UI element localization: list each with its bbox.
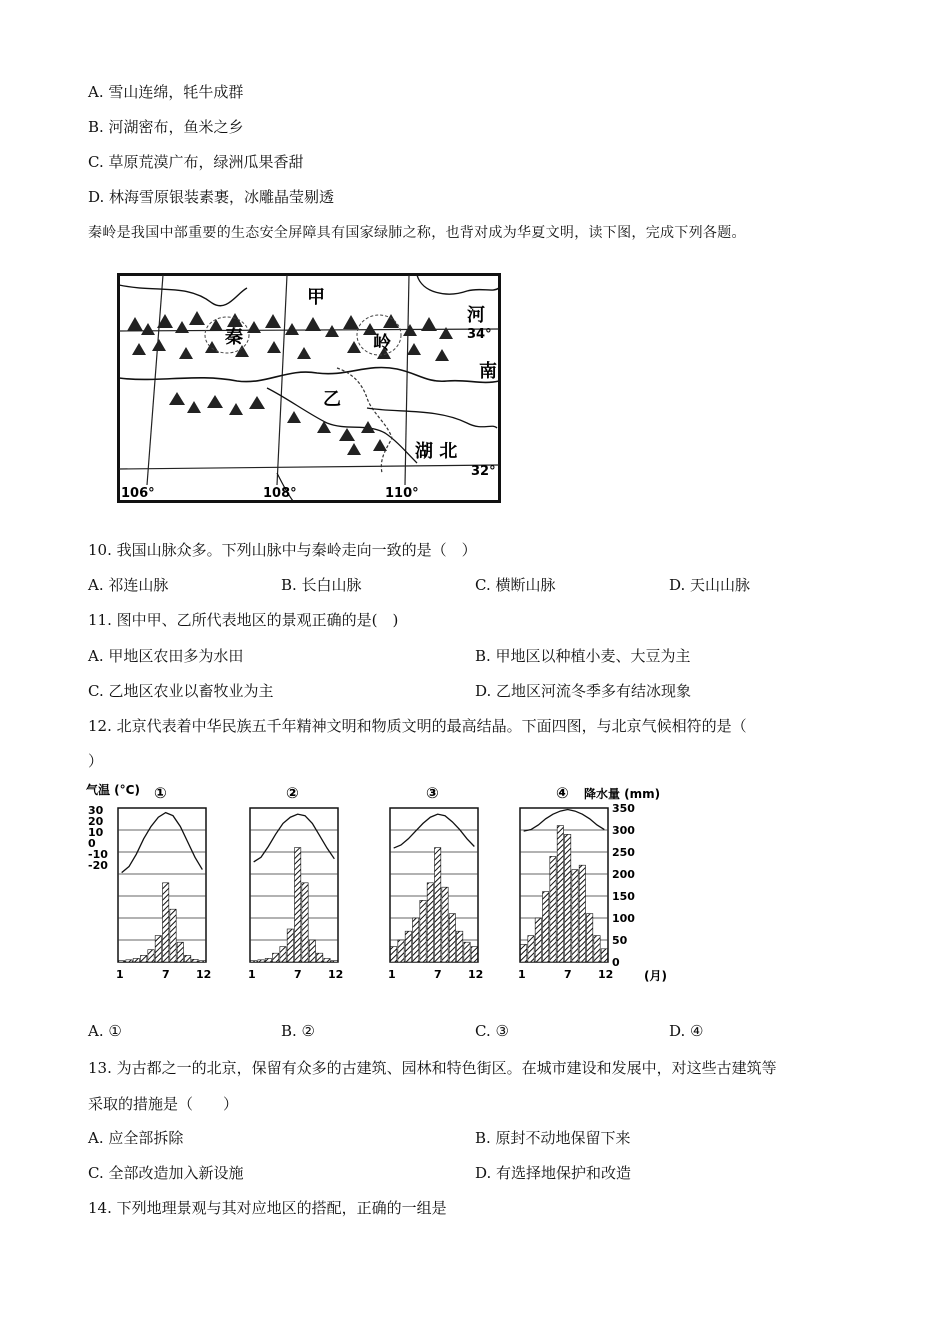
q11-option-c: C. 乙地区农业以畜牧业为主 <box>88 682 274 700</box>
temp-tick-label: 0 <box>88 837 96 850</box>
x-tick-label: 1 <box>116 968 124 981</box>
precip-bar <box>141 955 147 962</box>
precip-bar <box>442 887 448 962</box>
x-tick-label: 7 <box>434 968 442 981</box>
chart-frame-2 <box>250 808 338 962</box>
label-qin: 秦 <box>225 327 243 348</box>
x-tick-label: 1 <box>248 968 256 981</box>
precip-bar <box>317 953 323 962</box>
x-tick-label: 7 <box>162 968 170 981</box>
panel-title: ① <box>154 784 167 802</box>
prev-option-a: A. 雪山连绵，牦牛成群 <box>88 83 244 101</box>
panel-title: ② <box>286 784 299 802</box>
precip-bar <box>192 959 198 962</box>
x-tick-label: 12 <box>196 968 212 981</box>
q14-stem: 14. 下列地理景观与其对应地区的搭配，正确的一组是 <box>88 1199 447 1217</box>
q11-option-d: D. 乙地区河流冬季多有结冰现象 <box>475 682 692 700</box>
precip-bar <box>405 931 411 962</box>
temperature-line <box>394 814 475 848</box>
x-tick-label: 7 <box>564 968 572 981</box>
precip-bar <box>521 944 527 962</box>
precip-tick-label: 300 <box>612 824 635 837</box>
q13-option-d: D. 有选择地保护和改造 <box>475 1164 632 1182</box>
precip-tick-label: 150 <box>612 890 635 903</box>
label-nan: 南 <box>479 361 497 382</box>
intro-paragraph: 秦岭是我国中部重要的生态安全屏障具有国家绿肺之称，也背对成为华夏文明，读下图，完成下列各题。 <box>88 225 746 241</box>
precip-bar <box>199 961 205 962</box>
precip-tick-label: 200 <box>612 868 635 881</box>
precip-tick-label: 50 <box>612 934 628 947</box>
precip-tick-label: 100 <box>612 912 635 925</box>
precip-bar <box>309 940 315 962</box>
label-he: 河 <box>467 305 485 326</box>
x-tick-label: 12 <box>598 968 614 981</box>
precip-bar <box>185 955 191 962</box>
precip-bar <box>391 947 397 962</box>
precip-tick-label: 0 <box>612 956 620 969</box>
temp-tick-label: 30 <box>88 804 104 817</box>
precip-bar <box>565 834 571 962</box>
chart-frame-1 <box>118 808 206 962</box>
right-axis-label: 降水量 (mm) <box>584 787 661 801</box>
precip-bar <box>280 947 286 962</box>
label-lon-106: 106° <box>121 486 155 501</box>
temperature-line <box>122 813 203 873</box>
x-tick-label: 1 <box>388 968 396 981</box>
precip-bar <box>528 936 534 962</box>
precip-bar <box>126 960 132 962</box>
label-jia: 甲 <box>307 287 325 308</box>
q10-stem: 10. 我国山脉众多。下列山脉中与秦岭走向一致的是（ ） <box>88 541 477 559</box>
label-lon-108: 108° <box>263 486 297 501</box>
precip-bar <box>543 892 549 962</box>
precip-bar <box>427 883 433 962</box>
q12-stem-line1: 12. 北京代表着中华民族五千年精神文明和物质文明的最高结晶。下面四图，与北京气候相符的是（ <box>88 717 747 735</box>
label-lat-32: 32° <box>471 464 496 479</box>
left-axis-label: 气温 (°C) <box>86 783 140 797</box>
label-yi: 乙 <box>323 389 341 410</box>
precip-bar <box>398 940 404 962</box>
prev-option-d: D. 林海雪原银装素裹，冰雕晶莹剔透 <box>88 188 335 206</box>
panel-title: ④ <box>556 784 569 802</box>
precip-bar <box>265 958 271 962</box>
q12-option-d: D. ④ <box>669 1022 704 1040</box>
precip-bar <box>295 848 301 962</box>
temperature-line <box>254 814 335 862</box>
q11-option-a: A. 甲地区农田多为水田 <box>88 647 244 665</box>
precip-bar <box>155 936 161 962</box>
precip-bar <box>287 929 293 962</box>
precip-bar <box>449 914 455 962</box>
chart-frame-3 <box>390 808 478 962</box>
q10-option-c: C. 横断山脉 <box>475 576 556 594</box>
panel-title: ③ <box>426 784 439 802</box>
q10-option-d: D. 天山山脉 <box>669 576 751 594</box>
q11-option-b: B. 甲地区以种植小麦、大豆为主 <box>475 647 691 665</box>
precip-bar <box>457 931 463 962</box>
x-tick-label: 12 <box>328 968 344 981</box>
q11-stem: 11. 图中甲、乙所代表地区的景观正确的是( ) <box>88 611 399 629</box>
precip-bar <box>471 947 477 962</box>
climate-charts <box>84 780 704 990</box>
precip-bar <box>177 942 183 962</box>
precip-bar <box>579 865 585 962</box>
precip-bar <box>413 918 419 962</box>
precip-bar <box>133 958 139 962</box>
q13-stem-line2: 采取的措施是（ ） <box>88 1095 239 1113</box>
q13-stem-line1: 13. 为古都之一的北京，保留有众多的古建筑、园林和特色街区。在城市建设和发展中，对这些古建筑等 <box>88 1059 777 1077</box>
precip-bar <box>435 848 441 962</box>
q12-option-a: A. ① <box>88 1022 122 1040</box>
q13-option-b: B. 原封不动地保留下来 <box>475 1129 631 1147</box>
prev-option-c: C. 草原荒漠广布，绿洲瓜果香甜 <box>88 153 304 171</box>
precip-bar <box>464 942 470 962</box>
q13-option-a: A. 应全部拆除 <box>88 1129 184 1147</box>
precip-bar <box>119 961 125 962</box>
precip-bar <box>163 883 169 962</box>
q10-option-b: B. 长白山脉 <box>281 576 362 594</box>
precip-bar <box>601 949 607 962</box>
precip-bar <box>148 950 154 962</box>
q12-option-b: B. ② <box>281 1022 316 1040</box>
precip-bar <box>550 856 556 962</box>
precip-bar <box>324 958 330 962</box>
temp-tick-label: -10 <box>88 848 108 861</box>
label-ling: 岭 <box>373 333 391 354</box>
precip-bar <box>420 900 426 962</box>
precip-bar <box>594 936 600 962</box>
precip-bar <box>535 918 541 962</box>
label-lat-34: 34° <box>467 327 492 342</box>
precip-bar <box>251 961 257 962</box>
precip-tick-label: 250 <box>612 846 635 859</box>
label-hubei: 湖 北 <box>415 441 458 462</box>
precip-bar <box>587 914 593 962</box>
label-lon-110: 110° <box>385 486 419 501</box>
temp-tick-label: -20 <box>88 859 108 872</box>
precip-bar <box>258 960 264 962</box>
q12-stem-line2: ） <box>88 752 104 770</box>
q12-option-c: C. ③ <box>475 1022 509 1040</box>
precip-bar <box>572 870 578 962</box>
prev-option-b: B. 河湖密布，鱼米之乡 <box>88 118 244 136</box>
temperature-line <box>524 810 605 832</box>
temp-tick-label: 10 <box>88 826 104 839</box>
x-axis-label: (月) <box>644 969 667 983</box>
precip-bar <box>557 826 563 962</box>
q10-option-a: A. 祁连山脉 <box>88 576 169 594</box>
q13-option-c: C. 全部改造加入新设施 <box>88 1164 244 1182</box>
qinling-map <box>117 273 501 503</box>
precip-bar <box>273 953 279 962</box>
temp-tick-label: 20 <box>88 815 104 828</box>
x-tick-label: 7 <box>294 968 302 981</box>
precip-bar <box>331 961 337 962</box>
x-tick-label: 12 <box>468 968 484 981</box>
x-tick-label: 1 <box>518 968 526 981</box>
precip-tick-label: 350 <box>612 802 635 815</box>
precip-bar <box>170 909 176 962</box>
precip-bar <box>302 883 308 962</box>
